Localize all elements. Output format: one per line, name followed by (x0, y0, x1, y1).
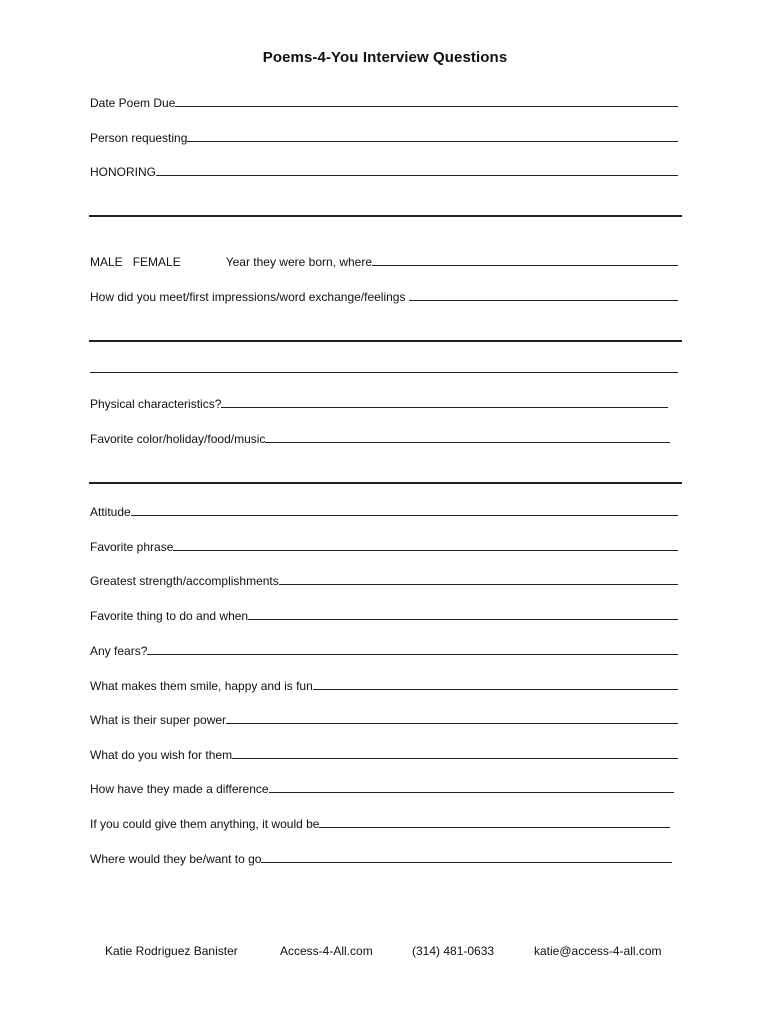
how-met-label: How did you meet/first impressions/word exchange/feelings (90, 290, 406, 304)
gender-year-field[interactable] (90, 253, 678, 269)
question-label: Greatest strength/accomplishments (90, 574, 279, 588)
date-due-label: Date Poem Due (90, 96, 176, 110)
blank-line[interactable] (90, 372, 678, 373)
favorites-field[interactable] (90, 430, 670, 446)
physical-line[interactable] (221, 407, 668, 408)
question-field[interactable] (90, 572, 678, 588)
question-label: How have they made a difference (90, 782, 269, 796)
favorites-line[interactable] (265, 442, 670, 443)
question-label: Favorite thing to do and when (90, 609, 249, 623)
footer-website: Access-4-All.com (280, 944, 373, 958)
question-field[interactable] (90, 503, 678, 519)
favorites-label: Favorite color/holiday/food/music (90, 432, 266, 446)
answer-line[interactable] (248, 619, 678, 620)
footer-email: katie@access-4-all.com (534, 944, 662, 958)
person-requesting-field[interactable] (90, 129, 678, 145)
section-divider-2 (89, 340, 682, 342)
answer-line[interactable] (319, 827, 670, 828)
question-field[interactable] (90, 711, 678, 727)
question-field[interactable] (90, 780, 674, 796)
date-due-field[interactable] (90, 94, 678, 110)
question-label: Where would they be/want to go (90, 852, 262, 866)
question-field[interactable] (90, 815, 670, 831)
how-met-field[interactable] (90, 288, 678, 304)
honoring-label: HONORING (90, 165, 156, 179)
female-option[interactable]: FEMALE (132, 255, 181, 269)
answer-line[interactable] (147, 654, 678, 655)
male-option[interactable]: MALE (90, 255, 123, 269)
physical-field[interactable] (90, 395, 668, 411)
question-label: What do you wish for them (90, 748, 233, 762)
question-field[interactable] (90, 642, 678, 658)
page-title: Poems-4-You Interview Questions (262, 49, 508, 66)
answer-line[interactable] (232, 758, 678, 759)
question-label: What makes them smile, happy and is fun (90, 679, 313, 693)
honoring-line[interactable] (156, 175, 678, 176)
question-field[interactable] (90, 746, 678, 762)
section-divider-1 (89, 215, 682, 217)
question-field[interactable] (90, 850, 672, 866)
question-label: Any fears? (90, 644, 148, 658)
date-due-line[interactable] (175, 106, 678, 107)
answer-line[interactable] (279, 584, 678, 585)
answer-line[interactable] (226, 723, 678, 724)
footer (0, 944, 770, 960)
footer-phone: (314) 481-0633 (412, 944, 495, 958)
answer-line[interactable] (313, 689, 678, 690)
section-divider-3 (89, 482, 682, 484)
question-field[interactable] (90, 538, 678, 554)
honoring-field[interactable] (90, 163, 678, 179)
blank-line-field[interactable] (90, 360, 678, 376)
answer-line[interactable] (269, 792, 674, 793)
footer-name: Katie Rodriguez Banister (105, 944, 238, 958)
person-requesting-label: Person requesting (90, 131, 188, 145)
question-label: Favorite phrase (90, 540, 174, 554)
question-field[interactable] (90, 677, 678, 693)
question-label: What is their super power (90, 713, 227, 727)
question-label: If you could give them anything, it would be (90, 817, 320, 831)
person-requesting-line[interactable] (187, 141, 678, 142)
answer-line[interactable] (173, 550, 678, 551)
answer-line[interactable] (131, 515, 678, 516)
how-met-line[interactable] (409, 300, 678, 301)
question-label: Attitude (90, 505, 131, 519)
year-born-label: Year they were born, where (225, 255, 373, 269)
question-field[interactable] (90, 607, 678, 623)
year-born-line[interactable] (372, 265, 678, 266)
answer-line[interactable] (261, 862, 672, 863)
physical-label: Physical characteristics? (90, 397, 222, 411)
